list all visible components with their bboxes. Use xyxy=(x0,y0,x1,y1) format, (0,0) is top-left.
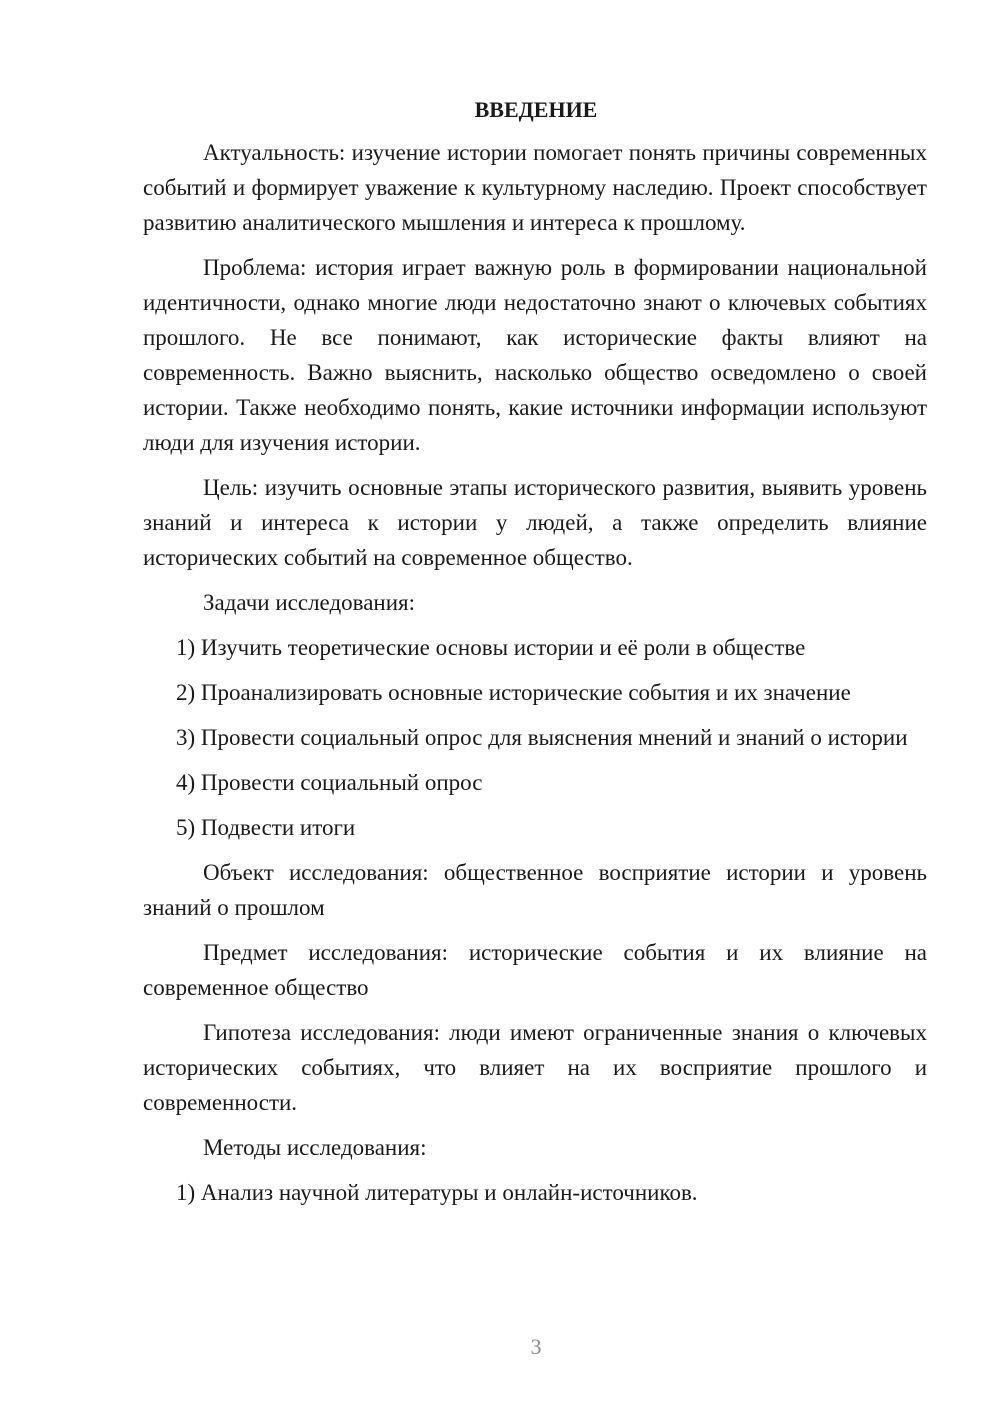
section-title: ВВЕДЕНИЕ xyxy=(474,97,598,122)
method-item-1: 1) Анализ научной литературы и онлайн-источников. xyxy=(176,1180,698,1205)
page-number: 3 xyxy=(530,1334,542,1359)
object-paragraph: Объект исследования: общественное восприятие истории и уровень знаний о прошлом xyxy=(143,860,927,920)
task-item-4: 4) Провести социальный опрос xyxy=(176,770,483,795)
hypothesis-paragraph: Гипотеза исследования: люди имеют ограниченные знания о ключевых исторических событиях, что влияет на их восприятие прошлого и современности. xyxy=(143,1020,927,1115)
tasks-heading: Задачи исследования: xyxy=(203,590,416,615)
methods-heading: Методы исследования: xyxy=(203,1135,427,1160)
task-item-3: 3) Провести социальный опрос для выяснения мнений и знаний о истории xyxy=(176,725,908,750)
relevance-paragraph: Актуальность: изучение истории помогает понять причины современных событий и формирует уважение к культурному наследию. Проект способствует развитию аналитического мышления и интереса к прошлому. xyxy=(143,140,927,235)
task-item-5: 5) Подвести итоги xyxy=(176,815,356,840)
task-item-1: 1) Изучить теоретические основы истории и её роли в обществе xyxy=(176,635,806,660)
task-item-2: 2) Проанализировать основные исторические события и их значение xyxy=(176,680,851,705)
goal-paragraph: Цель: изучить основные этапы исторического развития, выявить уровень знаний и интереса к истории у людей, а также определить влияние исторических событий на современное общество. xyxy=(143,475,927,570)
subject-paragraph: Предмет исследования: исторические события и их влияние на современное общество xyxy=(143,940,927,1000)
page-content xyxy=(143,95,927,1220)
problem-paragraph: Проблема: история играет важную роль в формировании национальной идентичности, однако многие люди недостаточно знают о ключевых событиях прошлого. Не все понимают, как исторические факты влияют на современность. Важно выяснить, насколько общество осведомлено о своей истории. Также необходимо понять, какие источники информации используют люди для изучения истории. xyxy=(143,255,927,455)
